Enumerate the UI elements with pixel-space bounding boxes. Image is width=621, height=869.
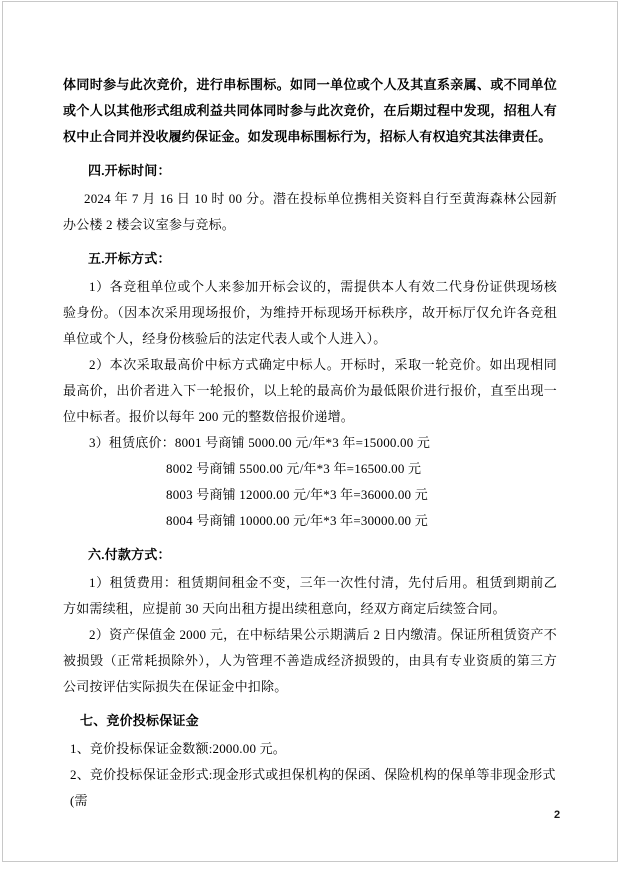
- section7-heading: 七、竞价投标保证金: [80, 713, 199, 728]
- section7-paragraph-2: 2、竞价投标保证金形式:现金形式或担保机构的保函、保险机构的保单等非现金形式(需: [70, 767, 556, 808]
- section4-paragraph-1: 2024 年 7 月 16 日 10 时 00 分。潜在投标单位携相关资料自行至黄海森林公园新办公楼 2 楼会议室参与竞标。: [63, 191, 557, 232]
- page-content: [63, 72, 557, 814]
- price-list-line-1: [63, 430, 557, 456]
- section7-paragraph-1: 1、竞价投标保证金数额:2000.00 元。: [70, 741, 287, 756]
- price-list-item-2: 8002 号商铺 5500.00 元/年*3 年=16500.00 元: [166, 461, 422, 476]
- section4-heading: 四.开标时间：: [88, 163, 171, 178]
- price-list-label: 3）租赁底价：: [89, 435, 175, 450]
- intro-paragraph: 体同时参与此次竞价，进行串标围标。如同一单位或个人及其直系亲属、或不同单位或个人以其他形式组成利益共同体同时参与此次竞价，在后期过程中发现，招租人有权中止合同并没收履约保证金。如发现串标围标行为，招标人有权追究其法律责任。: [63, 77, 557, 144]
- price-list-item-1: 8001 号商铺 5000.00 元/年*3 年=15000.00 元: [174, 435, 431, 450]
- section6-heading: 六.付款方式：: [88, 547, 171, 562]
- section6-paragraph-2: 2）资产保值金 2000 元，在中标结果公示期满后 2 日内缴清。保证所租赁资产不被损毁（正常耗损除外），人为管理不善造成经济损毁的，由具有专业资质的第三方公司按评估实际损失在保证金中扣除。: [63, 627, 557, 694]
- page-number: 2: [554, 809, 561, 821]
- price-list-item-3: 8003 号商铺 12000.00 元/年*3 年=36000.00 元: [166, 487, 428, 502]
- section5-paragraph-2: 2）本次采取最高价中标方式确定中标人。开标时，采取一轮竞价。如出现相同最高价，出价者进入下一轮报价，以上轮的最高价为最低限价进行报价，直至出现一位中标者。报价以每年 200 元的整数倍报价递增。: [63, 357, 557, 424]
- section5-heading: 五.开标方式：: [88, 251, 171, 266]
- section6-paragraph-1: 1）租赁费用：租赁期间租金不变，三年一次性付清，先付后用。租赁到期前乙方如需续租，应提前 30 天向出租方提出续租意向，经双方商定后续签合同。: [63, 575, 557, 616]
- price-list-item-4: 8004 号商铺 10000.00 元/年*3 年=30000.00 元: [166, 513, 428, 528]
- section5-paragraph-1: 1）各竞租单位或个人来参加开标会议的，需提供本人有效二代身份证供现场核验身份。（因本次采用现场报价，为维持开标现场开标秩序，故开标厅仅允许各竞租单位或个人，经身份核验后的法定代表人或个人进入）。: [63, 279, 557, 346]
